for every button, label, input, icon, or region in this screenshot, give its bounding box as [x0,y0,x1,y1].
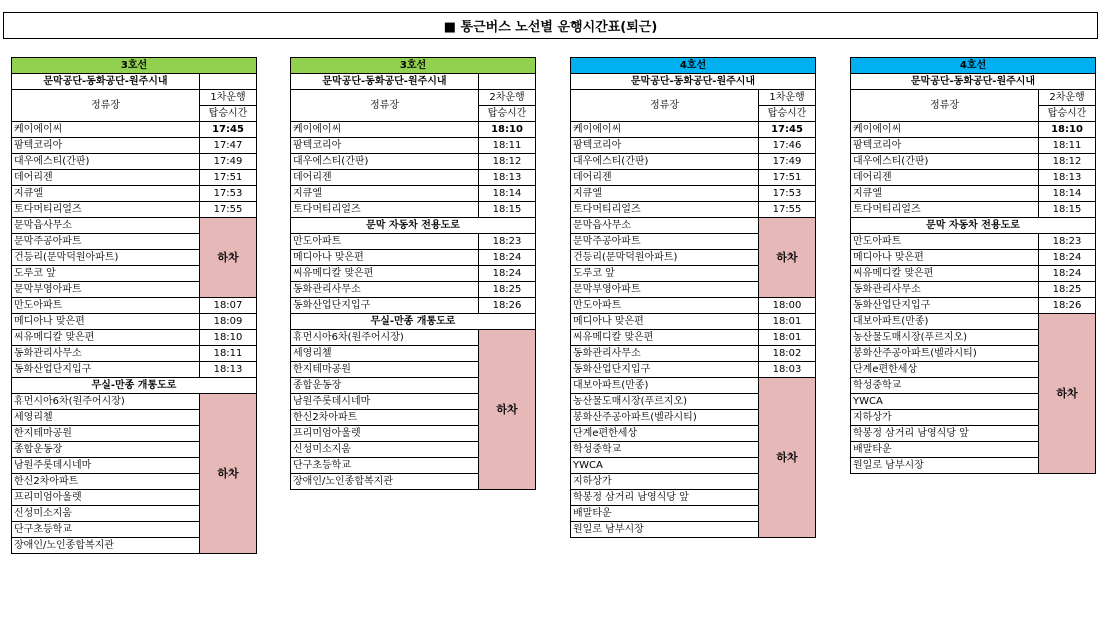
table-row [571,314,816,330]
section-label: 문막 자동차 전용도로 [851,218,1096,234]
station-name: 동화산업단지입구 [571,362,759,378]
departure-time: 17:47 [200,138,257,154]
station-name: 한신2차아파트 [12,474,200,490]
station-name: 팜텍코리아 [12,138,200,154]
station-name: 동화관리사무소 [291,282,479,298]
station-name: 지하상가 [851,410,1039,426]
station-name: 학봉정 삼거리 남영식당 앞 [851,426,1039,442]
station-name: 건등리(문막덕원아파트) [12,250,200,266]
departure-time: 18:13 [479,170,536,186]
table-row [851,154,1096,170]
table-row [291,266,536,282]
station-name: 토다머티리얼즈 [12,202,200,218]
route-name: 문막공단-동화공단-원주시내 [291,74,479,90]
station-name: 휴먼시아6차(원주어시장) [12,394,200,410]
board-time-header: 탑승시간 [1039,106,1096,122]
table-row [571,218,816,234]
table-row [12,330,257,346]
station-name: 문막부영아파트 [12,282,200,298]
station-name: 데어리젠 [571,170,759,186]
station-name: YWCA [851,394,1039,410]
station-name: 만도아파트 [571,298,759,314]
station-name: 데어리젠 [12,170,200,186]
station-name: 문막부영아파트 [571,282,759,298]
table-row [571,138,816,154]
board-time-header: 탑승시간 [200,106,257,122]
station-name: 한지테마공원 [12,426,200,442]
departure-time: 18:11 [1039,138,1096,154]
station-name: 케이에이씨 [571,122,759,138]
departure-time: 18:14 [1039,186,1096,202]
station-name: 씨유메디칼 맞은편 [291,266,479,282]
departure-time: 18:25 [479,282,536,298]
departure-time: 18:11 [200,346,257,362]
station-name: 신성미소지움 [12,506,200,522]
station-header: 정류장 [571,90,759,122]
station-name: 지큐엘 [291,186,479,202]
station-name: 지큐엘 [12,186,200,202]
table-row [12,202,257,218]
drop-off-label: 하차 [1039,314,1096,474]
table-row [12,122,257,138]
station-name: 대우에스티(간판) [571,154,759,170]
departure-time: 18:26 [479,298,536,314]
table-row [12,394,257,410]
station-name: 토다머티리얼즈 [851,202,1039,218]
station-name: 데어리젠 [291,170,479,186]
table-row [571,346,816,362]
drop-off-label: 하차 [759,378,816,538]
departure-time: 17:45 [759,122,816,138]
station-name: 대우에스티(간판) [12,154,200,170]
table-row [12,378,257,394]
station-name: 프리미엄아울렛 [12,490,200,506]
departure-time: 18:03 [759,362,816,378]
departure-time: 18:24 [479,250,536,266]
departure-time: 17:51 [759,170,816,186]
station-name: 씨유메디칼 맞은편 [851,266,1039,282]
station-header: 정류장 [291,90,479,122]
station-name: 대보아파트(만종) [571,378,759,394]
departure-time: 18:12 [1039,154,1096,170]
table-row [851,186,1096,202]
station-name: 한신2차아파트 [291,410,479,426]
route-name: 문막공단-동화공단-원주시내 [12,74,200,90]
station-name: 문막주공아파트 [571,234,759,250]
table-row [291,202,536,218]
station-name: 단계e편한세상 [851,362,1039,378]
departure-time: 18:01 [759,330,816,346]
table-row [851,122,1096,138]
board-time-header: 탑승시간 [479,106,536,122]
route-name: 문막공단-동화공단-원주시내 [851,74,1096,90]
table-row [851,234,1096,250]
departure-time: 18:23 [1039,234,1096,250]
station-name: 토다머티리얼즈 [291,202,479,218]
table-row [851,218,1096,234]
table-row [291,138,536,154]
station-name: 케이에이씨 [291,122,479,138]
table-row [851,282,1096,298]
station-name: 메디아나 맞은편 [291,250,479,266]
drop-off-label: 하차 [479,330,536,490]
table-row [291,330,536,346]
station-name: 도루코 앞 [571,266,759,282]
table-row [12,362,257,378]
station-name: 동화산업단지입구 [291,298,479,314]
departure-time: 17:49 [759,154,816,170]
departure-time: 17:49 [200,154,257,170]
table-row [851,266,1096,282]
station-name: 케이에이씨 [12,122,200,138]
departure-time: 17:45 [200,122,257,138]
station-name: 종합운동장 [291,378,479,394]
station-name: 세영리첼 [291,346,479,362]
station-name: 문막주공아파트 [12,234,200,250]
station-name: 동화산업단지입구 [12,362,200,378]
station-name: 프리미엄아울렛 [291,426,479,442]
station-name: 단구초등학교 [12,522,200,538]
timetable-line3-run1 [11,57,257,554]
station-name: 씨유메디칼 맞은편 [571,330,759,346]
departure-time: 17:46 [759,138,816,154]
departure-time: 18:12 [479,154,536,170]
timetable-line4-run1 [570,57,816,538]
station-name: 메디아나 맞은편 [851,250,1039,266]
board-time-header: 탑승시간 [759,106,816,122]
station-name: 학성중학교 [851,378,1039,394]
table-row [851,250,1096,266]
station-name: 씨유메디칼 맞은편 [12,330,200,346]
station-name: 봉화산주공아파트(벨라시티) [571,410,759,426]
table-row [12,186,257,202]
station-name: 지큐엘 [571,186,759,202]
departure-time: 17:55 [759,202,816,218]
drop-off-label: 하차 [200,218,257,298]
station-name: 지하상가 [571,474,759,490]
table-row [291,170,536,186]
departure-time: 18:23 [479,234,536,250]
departure-time: 18:24 [1039,250,1096,266]
departure-time: 18:15 [479,202,536,218]
table-row [571,186,816,202]
station-name: 장애인/노인종합복지관 [291,474,479,490]
departure-time: 17:55 [200,202,257,218]
section-label: 무실-만종 개통도로 [12,378,257,394]
station-name: 학봉정 삼거리 남영식당 앞 [571,490,759,506]
station-name: 동화산업단지입구 [851,298,1039,314]
station-name: 단구초등학교 [291,458,479,474]
table-row [12,298,257,314]
table-row [571,122,816,138]
departure-time: 18:26 [1039,298,1096,314]
departure-time: 18:10 [479,122,536,138]
station-name: 신성미소지움 [291,442,479,458]
station-name: 원일로 남부시장 [571,522,759,538]
station-name: 만도아파트 [291,234,479,250]
departure-time: 17:53 [200,186,257,202]
station-name: 케이에이씨 [851,122,1039,138]
station-name: 지큐엘 [851,186,1039,202]
station-name: 농산물도매시장(푸르지오) [851,330,1039,346]
table-row [12,154,257,170]
station-name: 대우에스티(간판) [291,154,479,170]
departure-time: 18:13 [1039,170,1096,186]
table-row [851,314,1096,330]
table-row [571,298,816,314]
station-name: 대우에스티(간판) [851,154,1039,170]
station-name: 학성중학교 [571,442,759,458]
table-row [291,186,536,202]
table-row [571,154,816,170]
departure-time: 18:10 [1039,122,1096,138]
station-header: 정류장 [851,90,1039,122]
table-row [571,362,816,378]
station-name: 남원주롯데시네마 [291,394,479,410]
table-row [291,314,536,330]
station-name: 단계e편한세상 [571,426,759,442]
station-name: 대보아파트(만종) [851,314,1039,330]
station-name: 문막읍사무소 [12,218,200,234]
table-row [851,298,1096,314]
station-name: 원일로 남부시장 [851,458,1039,474]
departure-time: 18:24 [479,266,536,282]
station-name: 만도아파트 [851,234,1039,250]
table-row [571,170,816,186]
departure-time: 18:02 [759,346,816,362]
station-name: 건등리(문막덕원아파트) [571,250,759,266]
station-name: 배말타운 [851,442,1039,458]
station-name: 동화관리사무소 [12,346,200,362]
departure-time: 17:51 [200,170,257,186]
station-name: 봉화산주공아파트(벨라시티) [851,346,1039,362]
departure-time: 18:15 [1039,202,1096,218]
station-name: 남원주롯데시네마 [12,458,200,474]
station-name: 장애인/노인종합복지관 [12,538,200,554]
station-name: 팜텍코리아 [291,138,479,154]
table-row [291,234,536,250]
table-row [12,170,257,186]
departure-time: 18:14 [479,186,536,202]
departure-time: 18:13 [200,362,257,378]
table-row [12,346,257,362]
route-name: 문막공단-동화공단-원주시내 [571,74,816,90]
timetable-line3-run2 [290,57,536,490]
bus-line-header: 4호선 [851,58,1096,74]
departure-time: 18:11 [479,138,536,154]
station-name: YWCA [571,458,759,474]
departure-time: 18:09 [200,314,257,330]
section-label: 무실-만종 개통도로 [291,314,536,330]
station-name: 문막읍사무소 [571,218,759,234]
departure-time: 18:01 [759,314,816,330]
bus-line-header: 4호선 [571,58,816,74]
run-header: 1차운행 [759,90,816,106]
station-name: 데어리젠 [851,170,1039,186]
departure-time: 18:07 [200,298,257,314]
table-row [291,218,536,234]
page-title: ■ 통근버스 노선별 운행시간표(퇴근) [3,12,1098,39]
table-row [291,282,536,298]
departure-time: 17:53 [759,186,816,202]
table-row [571,202,816,218]
table-row [851,170,1096,186]
bus-line-header: 3호선 [291,58,536,74]
table-row [12,314,257,330]
departure-time: 18:24 [1039,266,1096,282]
drop-off-label: 하차 [759,218,816,298]
station-name: 도루코 앞 [12,266,200,282]
station-name: 종합운동장 [12,442,200,458]
station-name: 팜텍코리아 [851,138,1039,154]
station-name: 만도아파트 [12,298,200,314]
station-header: 정류장 [12,90,200,122]
table-row [291,250,536,266]
table-row [291,122,536,138]
station-name: 동화관리사무소 [851,282,1039,298]
table-row [291,154,536,170]
station-name: 휴먼시아6차(원주어시장) [291,330,479,346]
drop-off-label: 하차 [200,394,257,554]
run-header: 2차운행 [479,90,536,106]
station-name: 세영리첼 [12,410,200,426]
table-row [12,218,257,234]
table-row [571,330,816,346]
table-row [291,298,536,314]
run-header: 1차운행 [200,90,257,106]
departure-time: 18:00 [759,298,816,314]
departure-time: 18:25 [1039,282,1096,298]
station-name: 한지테마공원 [291,362,479,378]
table-row [12,138,257,154]
station-name: 농산물도매시장(푸르지오) [571,394,759,410]
table-row [571,378,816,394]
departure-time: 18:10 [200,330,257,346]
table-row [851,202,1096,218]
station-name: 동화관리사무소 [571,346,759,362]
timetable-line4-run2 [850,57,1096,474]
station-name: 배말타운 [571,506,759,522]
bus-line-header: 3호선 [12,58,257,74]
station-name: 팜텍코리아 [571,138,759,154]
station-name: 메디아나 맞은편 [12,314,200,330]
table-row [851,138,1096,154]
run-header: 2차운행 [1039,90,1096,106]
section-label: 문막 자동차 전용도로 [291,218,536,234]
station-name: 토다머티리얼즈 [571,202,759,218]
station-name: 메디아나 맞은편 [571,314,759,330]
